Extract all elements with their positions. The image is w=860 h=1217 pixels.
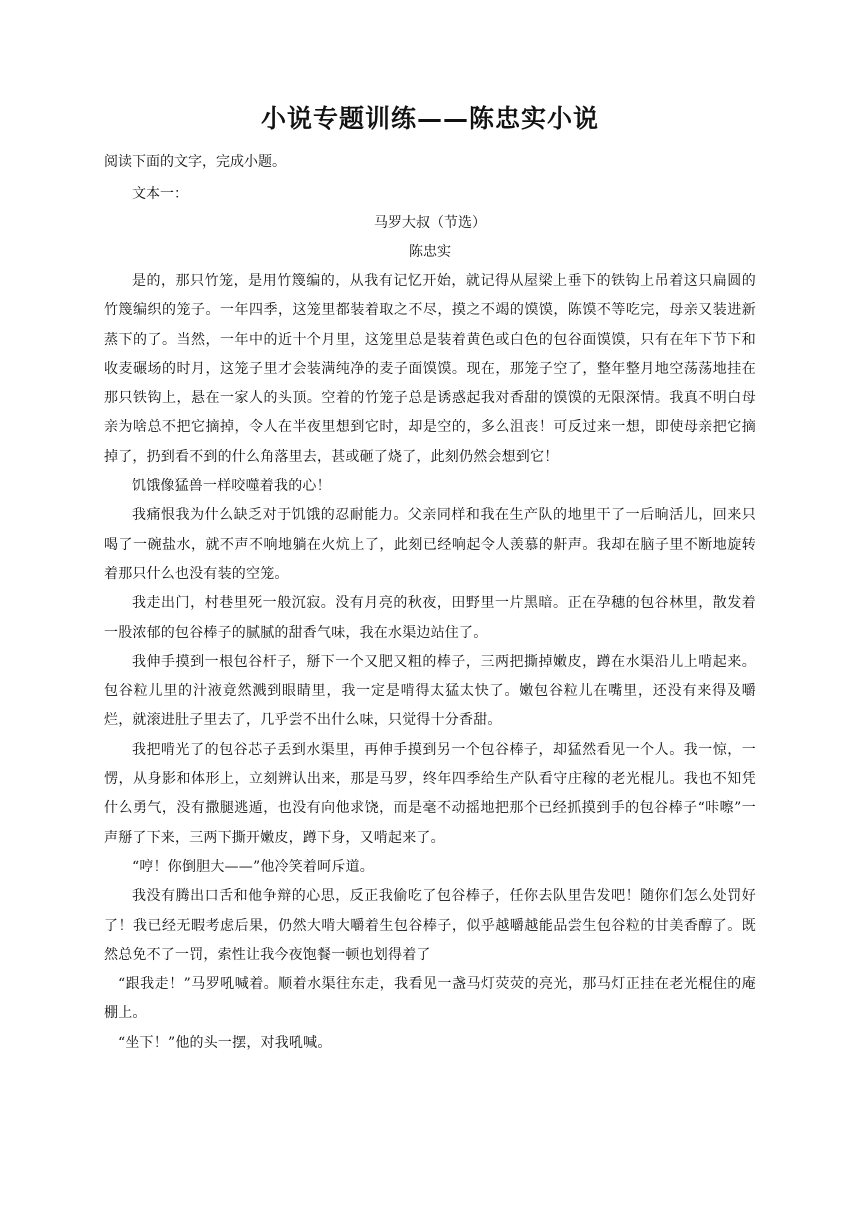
paragraph: 我走出门，村巷里死一般沉寂。没有月亮的秋夜，田野里一片黑暗。正在孕穗的包谷林里，散发着一股浓郁的包谷棒子的腻腻的甜香气味，我在水渠边站住了。 [104,595,756,641]
paragraph: 饥饿像猛兽一样咬噬着我的心！ [132,478,331,495]
document-title: 小说专题训练——陈忠实小说 [260,104,599,133]
story-title: 马罗大叔（节选） [374,215,486,231]
paragraph: “跟我走！”马罗吼喊着。顺着水渠往东走，我看见一盏马灯荧荧的亮光，那马灯正挂在老光棍住的庵棚上。 [104,976,756,1022]
text-label: 文本一： [132,186,188,202]
paragraph: 我痛恨我为什么缺乏对于饥饿的忍耐能力。父亲同样和我在生产队的地里干了一后晌活儿，回来只喝了一碗盐水，就不声不响地躺在火炕上了，此刻已经响起令人羡慕的鼾声。我却在脑子里不断地旋转着那只什么也没有装的空笼。 [104,507,756,582]
paragraph: 我把啃光了的包谷芯子丢到水渠里，再伸手摸到另一个包谷棒子，却猛然看见一个人。我一惊，一愣，从身影和体形上，立刻辨认出来，那是马罗，终年四季给生产队看守庄稼的老光棍儿。我也不知凭什么勇气，没有撒腿逃遁，也没有向他求饶，而是毫不动摇地把那个已经抓摸到手的包谷棒子“咔嚓”一声掰了下来，三两下撕开嫩皮，蹲下身，又啃起来了。 [104,741,756,846]
paragraph: 我没有腾出口舌和他争辩的心思，反正我偷吃了包谷棒子，任你去队里告发吧！随你们怎么处罚好了！我已经无暇考虑后果，仍然大啃大嚼着生包谷棒子，似乎越嚼越能品尝生包谷粒的甘美香醇了。既然总免不了一罚，索性让我今夜饱餐一顿也划得着了 [104,888,756,963]
paragraph: 是的，那只竹笼，是用竹篾编的，从我有记忆开始，就记得从屋梁上垂下的铁钩上吊着这只扁圆的竹篾编织的笼子。一年四季，这笼里都装着取之不尽，摸之不竭的馍馍，陈馍不等吃完，母亲又装进新蒸下的了。当然，一年中的近十个月里，这笼里总是装着黄色或白色的包谷面馍馍，只有在年下节下和收麦碾场的时月，这笼子里才会装满纯净的麦子面馍馍。现在，那笼子空了，整年整月地空荡荡地挂在那只铁钩上，悬在一家人的头顶。空着的竹笼子总是诱惑起我对香甜的馍馍的无限深情。我真不明白母亲为啥总不把它摘掉，令人在半夜里想到它时，却是空的，多么沮丧！可反过来一想，即使母亲把它摘掉了，扔到看不到的什么角落里去，甚或砸了烧了，此刻仍然会想到它！ [104,273,756,465]
story-author: 陈忠实 [409,244,451,260]
story-body [104,267,756,1058]
instruction-text: 阅读下面的文字，完成小题。 [104,154,286,170]
paragraph: “坐下！”他的头一摆，对我吼喊。 [118,1034,332,1051]
paragraph: 我伸手摸到一根包谷杆子，掰下一个又肥又粗的棒子，三两把撕掉嫩皮，蹲在水渠沿儿上啃起来。包谷粒儿里的汁液竟然溅到眼睛里，我一定是啃得太猛太快了。嫩包谷粒儿在嘴里，还没有来得及嚼烂，就滚进肚子里去了，几乎尝不出什么味，只觉得十分香甜。 [104,653,756,729]
paragraph: “哼！你倒胆大——”他冷笑着呵斥道。 [132,858,374,875]
